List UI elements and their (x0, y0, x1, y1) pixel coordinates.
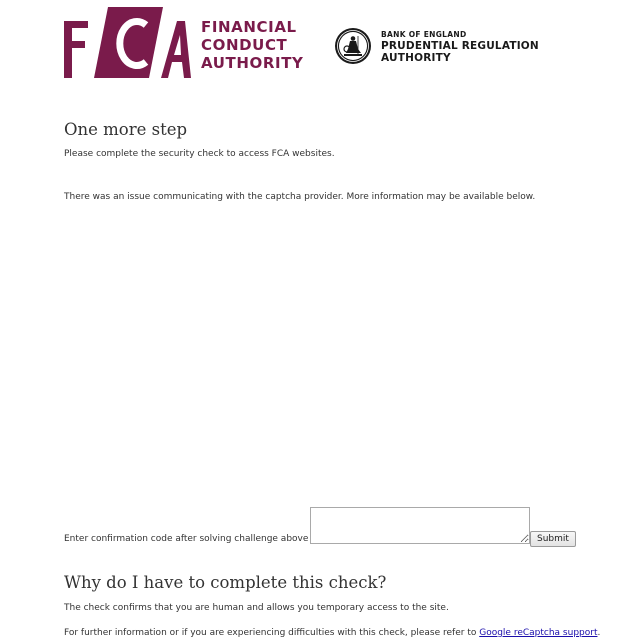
page-subtitle: Please complete the security check to access FCA websites. (64, 149, 335, 159)
page-title: One more step (64, 120, 188, 139)
help-text (64, 628, 600, 638)
fca-logo[interactable] (64, 7, 304, 81)
pra-line: AUTHORITY (381, 52, 451, 64)
why-explanation: The check confirms that you are human and allows you temporary access to the site. (64, 603, 449, 613)
britannia-seal-icon (334, 27, 372, 65)
pra-line: PRUDENTIAL REGULATION (381, 40, 539, 52)
submit-button[interactable]: Submit (530, 531, 576, 547)
help-text-prefix: For further information or if you are experiencing difficulties with this check, please refer to (64, 628, 480, 638)
fca-wordmark (201, 18, 304, 72)
fca-wordmark-line: CONDUCT (201, 36, 288, 54)
help-text-suffix: . (597, 628, 601, 638)
boe-pra-wordmark (381, 30, 539, 64)
fca-wordmark-line: AUTHORITY (201, 54, 304, 72)
fca-wordmark-line: FINANCIAL (201, 18, 297, 36)
boe-pra-logo[interactable] (334, 27, 544, 67)
confirmation-code-label: Enter confirmation code after solving challenge above (64, 534, 309, 544)
recaptcha-support-link[interactable]: Google reCaptcha support (479, 628, 598, 638)
captcha-challenge-area (64, 208, 576, 498)
confirmation-code-input[interactable] (310, 507, 530, 544)
captcha-error-message: There was an issue communicating with the captcha provider. More information may be available below. (64, 192, 536, 202)
boe-line: BANK OF ENGLAND (381, 30, 467, 39)
why-heading: Why do I have to complete this check? (64, 573, 387, 592)
fca-letters-logo (64, 7, 194, 81)
